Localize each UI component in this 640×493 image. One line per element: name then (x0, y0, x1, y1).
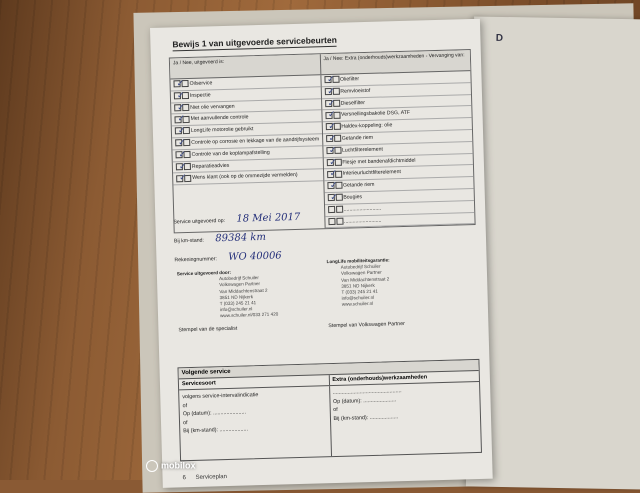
checklist-item-label: Oilservice (189, 80, 213, 87)
next-service-line: volgens service-intervalindicatie (182, 392, 259, 401)
handwritten-check-icon: ✓ (328, 132, 337, 144)
right-column-header: Ja / Nee: Extra (onderhouds)werkzaamheden - Vervanging van: (319, 50, 470, 74)
dealer-address-line: Van Middachtenstraat 2 (219, 287, 268, 294)
checkbox-icon (336, 206, 343, 213)
dealer-address-block (177, 269, 279, 321)
checklist-item-label: .......................... (343, 217, 382, 225)
next-extra-line: of (333, 407, 338, 414)
next-col-service-type: Servicesoort (181, 380, 216, 388)
checklist-item-label: .......................... (343, 205, 382, 213)
longlife-address-line: 3851 ND Nijkerk (341, 282, 375, 289)
checklist-item-label: Reparatieadvies (191, 162, 230, 170)
dealer-address-line: 3851 ND Nijkerk (219, 294, 254, 300)
handwritten-check-icon: ✓ (178, 160, 187, 171)
next-service-line: of (182, 402, 188, 409)
checklist-rows (170, 71, 474, 233)
invoice-handwriting: WO 40006 (228, 250, 282, 263)
handwritten-check-icon: ✓ (328, 121, 336, 132)
longlife-lines (327, 264, 391, 309)
dealer-address-line: info@schuiler.nl (219, 306, 253, 313)
service-date-label: Service uitgevoerd op: (173, 217, 226, 226)
dealer-address-line: T (033) 245 21 41 (219, 300, 257, 307)
dealer-address-line: www.schuiler.nl/033 271 420 (220, 311, 279, 319)
handwritten-check-icon: ✓ (329, 179, 338, 191)
checklist-item-label: Controle op corrosie en lekkage van de aandrijfsysteem (191, 136, 320, 146)
checklist-item-label: Interieurluchtfilterelement (342, 169, 401, 178)
watermark-logo-icon (146, 460, 158, 472)
checklist-item-label: Luchtfilterelement (341, 146, 384, 154)
handwritten-check-icon: ✓ (327, 109, 336, 120)
invoice-label: Rekeningnummer: (174, 256, 217, 264)
checklist-item-label: Niet olie vervangen (190, 103, 235, 111)
longlife-address-block (327, 257, 391, 308)
service-checklist-table (169, 49, 476, 234)
handwritten-check-icon: ✓ (177, 125, 186, 136)
next-col-extra-work: Extra (onderhouds)werkzaamheden (328, 371, 479, 385)
invoice-field (174, 249, 324, 264)
checklist-item-label: Wens klant (ook op de ommezijde vermelden) (192, 172, 298, 182)
next-service-line: of (182, 419, 188, 427)
dealer-address-line: Autobedrijf Schuiler (218, 275, 259, 282)
checklist-item-label: Dieselfilter (340, 99, 365, 107)
watermark (146, 460, 196, 472)
longlife-address-line: info@schuiler.nl (341, 295, 375, 301)
checkbox-icon (328, 206, 335, 213)
next-extra-line: Bij (km-stand): ................... (333, 414, 399, 422)
stamp-specialist-label: Stempel van de specialist (178, 325, 238, 334)
longlife-address-line: Autobedrijf Schuiler (340, 263, 381, 270)
handwritten-check-icon: ✓ (176, 89, 185, 101)
checklist-item-label: Oliefilter (339, 76, 360, 83)
checklist-item-label: Getande riem (341, 134, 374, 142)
checkbox-icon (328, 218, 335, 225)
longlife-address-line: Volkswagen Partner (340, 270, 382, 277)
handwritten-check-icon: ✓ (328, 144, 337, 155)
checklist-item-label: Inspectie (189, 92, 211, 99)
handwritten-check-icon: ✓ (329, 168, 338, 179)
checklist-item-label: Versnellingsbakolie DSG, ATF (340, 110, 411, 119)
longlife-address-line: T (033) 245 21 41 (341, 288, 378, 295)
right-page-corner-text: D (495, 32, 504, 44)
handwritten-check-icon: ✓ (178, 148, 187, 160)
handwritten-check-icon: ✓ (330, 191, 338, 202)
km-label: Bij km-stand: (173, 237, 205, 245)
checklist-item-label: Remvloeistof (340, 87, 371, 95)
dealer-label: Service uitgevoerd door: (176, 269, 232, 277)
checklist-item-label: Bougies (343, 194, 363, 201)
dealer-lines (177, 275, 278, 321)
page-footer (183, 474, 228, 481)
checklist-item-label: Controle van de koplampafstelling (191, 149, 270, 158)
left-column-header: Ja / Nee, uitgevoerd is: (172, 58, 225, 67)
handwritten-check-icon: ✓ (326, 73, 335, 85)
booklet-right-page (466, 16, 640, 489)
checklist-item-label: Flesje met bandenafdichtmiddel (342, 157, 416, 166)
right-checklist-column (320, 71, 475, 229)
next-left-fields (179, 386, 330, 460)
left-checklist-column (170, 75, 324, 232)
km-handwriting: 89384 km (215, 231, 267, 245)
handwritten-check-icon: ✓ (327, 85, 336, 96)
next-extra-line: Op (datum): ...................... (332, 396, 397, 405)
checkbox-icon (336, 217, 343, 224)
stamp-partner-label: Stempel van Volkswagen Partner (328, 321, 405, 330)
watermark-text: mobilox (161, 460, 196, 471)
checklist-item-label: LongLife motorolie gebruikt (190, 126, 254, 135)
page-title: Bewijs 1 van uitgevoerde servicebeurten (172, 34, 337, 50)
checklist-item-label: Haldex-koppeling: olie (341, 122, 393, 130)
longlife-label: LongLife mobiliteitsgarantie: (326, 257, 390, 265)
service-record-page (150, 19, 493, 488)
dealer-address-line: Volkswagen Partner (219, 281, 261, 288)
next-service-line: Op (datum): ...................... (182, 409, 247, 418)
handwritten-check-icon: ✓ (177, 113, 186, 124)
handwritten-check-icon: ✓ (176, 78, 185, 89)
handwritten-check-icon: ✓ (179, 172, 187, 183)
handwritten-check-icon: ✓ (178, 137, 186, 148)
longlife-address-line: www.schuiler.nl (341, 301, 374, 308)
checklist-item-label: Getande riem (342, 181, 375, 189)
next-service-body (179, 382, 481, 460)
handwritten-check-icon: ✓ (327, 97, 336, 108)
service-date-handwriting: 18 Mei 2017 (236, 211, 301, 225)
longlife-address-line: Van Middachtenstraat 2 (341, 276, 390, 283)
next-service-line: Bij (km-stand): ................... (183, 426, 249, 435)
footer-section: Serviceplan (195, 474, 228, 481)
next-extra-line: .............................................. (332, 388, 402, 397)
next-service-title: Volgende service (179, 360, 479, 379)
handwritten-check-icon: ✓ (329, 156, 337, 167)
next-service-table (177, 359, 482, 461)
handwritten-check-icon: ✓ (177, 101, 185, 112)
next-right-fields (329, 382, 481, 456)
footer-page-number: 6 (182, 475, 187, 482)
checklist-item-label: Met aanvullende controle (190, 114, 249, 123)
